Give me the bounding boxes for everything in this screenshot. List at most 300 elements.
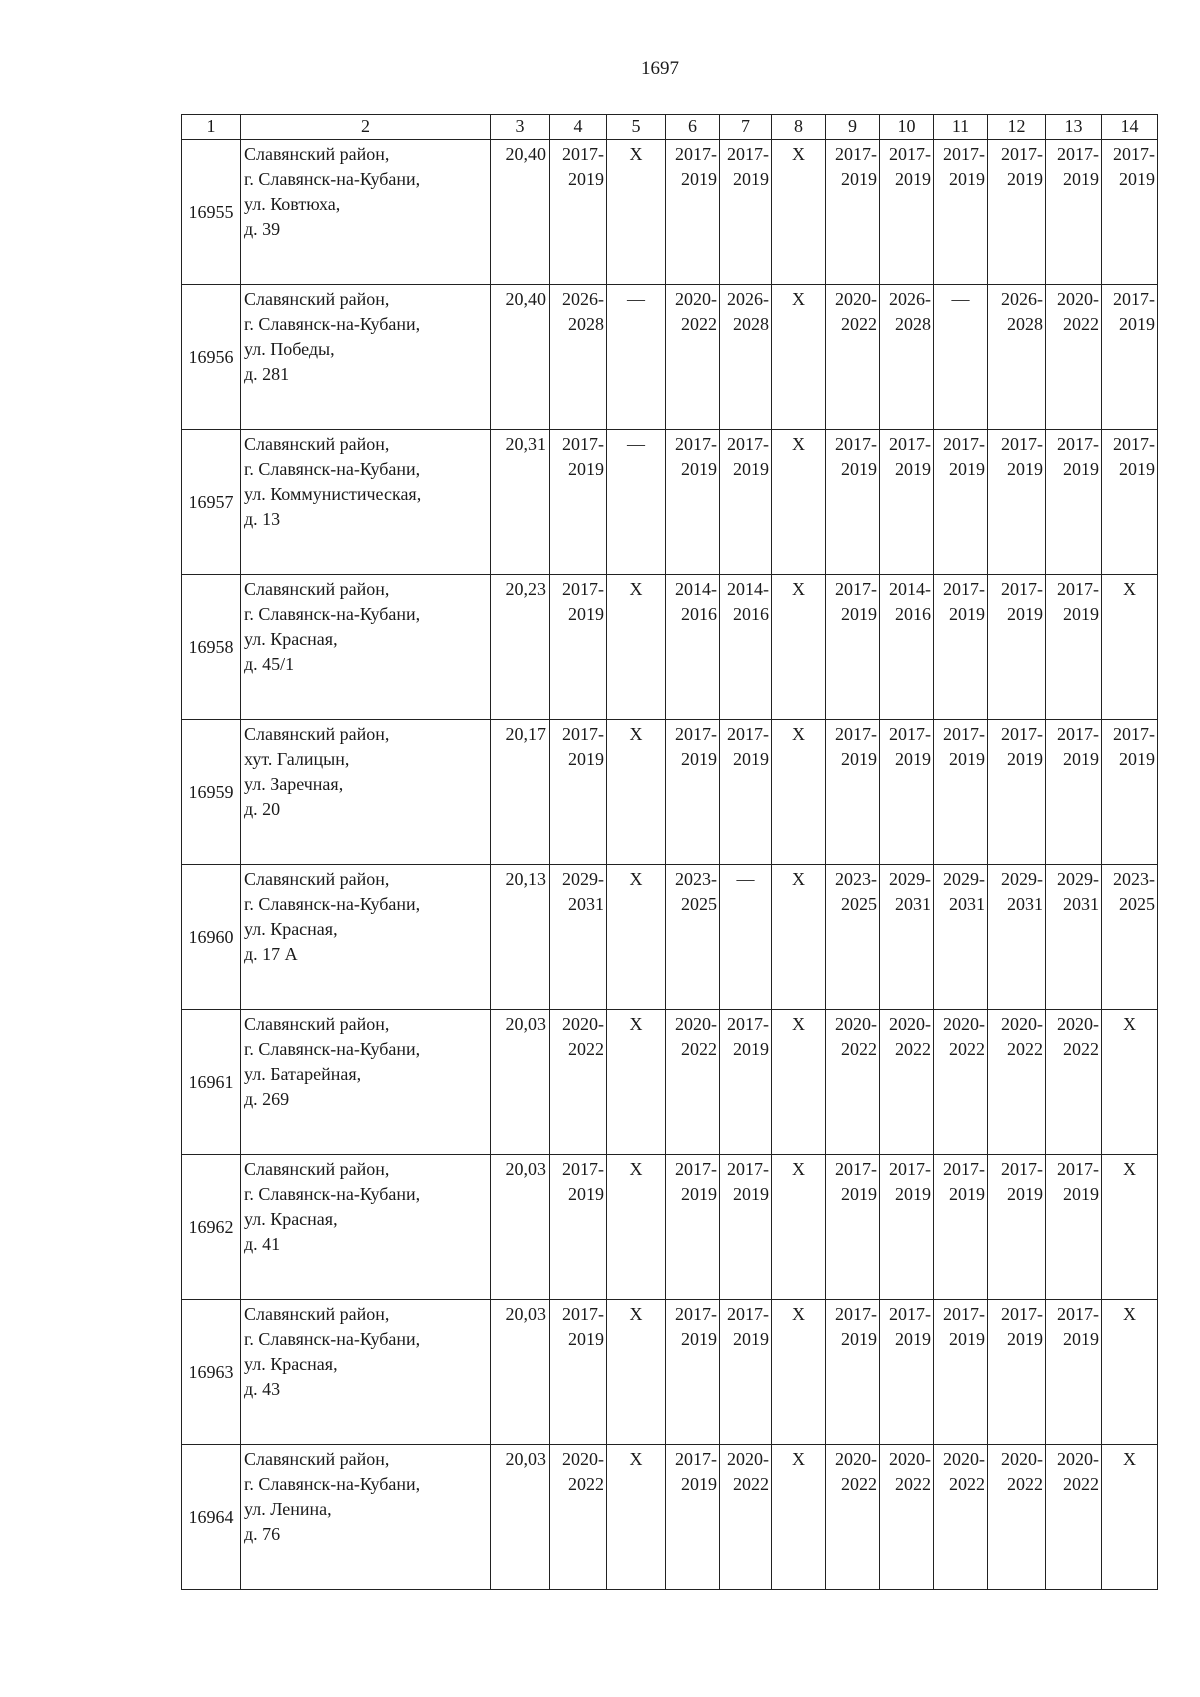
cell-value: X <box>792 434 805 454</box>
period-cell <box>934 1300 988 1445</box>
address-line: Славянский район, <box>244 289 390 309</box>
address-line: г. Славянск-на-Кубани, <box>244 604 421 624</box>
address-line: ул. Ленина, <box>244 1499 332 1519</box>
period-cell <box>880 1445 934 1590</box>
cell-value: 2017- 2019 <box>943 724 985 769</box>
cell-value: 2014- 2016 <box>889 579 931 624</box>
cell-value: 2017- 2019 <box>889 1159 931 1204</box>
period-cell <box>666 865 720 1010</box>
cell-value: 2020- 2022 <box>835 1014 877 1059</box>
cell-value: 2017- 2019 <box>1057 579 1099 624</box>
area-cell: 20,03 <box>491 1010 550 1155</box>
table-row <box>182 720 1158 865</box>
period-cell <box>1046 575 1102 720</box>
period-cell <box>826 285 880 430</box>
cell-value: 2017- 2019 <box>1001 434 1043 479</box>
header-row <box>182 115 1158 140</box>
mark-cell <box>1102 1155 1158 1300</box>
address-line: ул. Батарейная, <box>244 1064 362 1084</box>
area-cell: 20,03 <box>491 1300 550 1445</box>
cell-value: 2017- 2019 <box>1057 144 1099 189</box>
address-line: д. 39 <box>244 219 281 239</box>
row-number: 16958 <box>182 575 241 720</box>
period-cell <box>1102 865 1158 1010</box>
column-header: 1 <box>182 115 241 140</box>
period-cell <box>988 865 1046 1010</box>
cell-value: 2017- 2019 <box>727 1014 769 1059</box>
cell-value: 2020- 2022 <box>889 1449 931 1494</box>
period-cell <box>550 575 607 720</box>
cell-value: 2020- 2022 <box>943 1449 985 1494</box>
mark-cell <box>607 575 666 720</box>
mark-cell <box>607 1010 666 1155</box>
cell-value: 2017- 2019 <box>943 1159 985 1204</box>
period-cell <box>550 1445 607 1590</box>
cell-value: X <box>629 1449 643 1469</box>
cell-value: 2020- 2022 <box>943 1014 985 1059</box>
row-number: 16960 <box>182 865 241 1010</box>
cell-value: X <box>1123 579 1136 599</box>
period-cell <box>1102 140 1158 285</box>
address-line: г. Славянск-на-Кубани, <box>244 169 421 189</box>
address-line: Славянский район, <box>244 1014 390 1034</box>
period-cell <box>666 720 720 865</box>
address-line: д. 13 <box>244 509 281 529</box>
cell-value: 2020- 2022 <box>889 1014 931 1059</box>
period-cell <box>1102 430 1158 575</box>
period-cell <box>880 865 934 1010</box>
cell-value: 2017- 2019 <box>1001 1159 1043 1204</box>
period-cell <box>550 865 607 1010</box>
cell-value: 2020- 2022 <box>1057 1449 1099 1494</box>
cell-value: 2017- 2019 <box>835 579 877 624</box>
area-cell: 20,23 <box>491 575 550 720</box>
period-cell <box>880 720 934 865</box>
mark-cell <box>607 285 666 430</box>
cell-value: X <box>792 579 805 599</box>
cell-value: 2017- 2019 <box>943 434 985 479</box>
cell-value: 2020- 2022 <box>1001 1014 1043 1059</box>
period-cell <box>934 720 988 865</box>
cell-value: 2017- 2019 <box>675 434 717 479</box>
cell-value: 2017- 2019 <box>1057 724 1099 769</box>
period-cell <box>934 430 988 575</box>
address-line: Славянский район, <box>244 724 390 744</box>
area-cell: 20,03 <box>491 1445 550 1590</box>
area-cell: 20,03 <box>491 1155 550 1300</box>
period-cell <box>550 285 607 430</box>
row-number: 16961 <box>182 1010 241 1155</box>
period-cell <box>1046 140 1102 285</box>
cell-value: 2029- 2031 <box>1001 869 1043 914</box>
cell-value: 2029- 2031 <box>943 869 985 914</box>
cell-value: X <box>629 1159 643 1179</box>
cell-value: 2014- 2016 <box>675 579 717 624</box>
period-cell <box>720 1010 772 1155</box>
address-line: д. 76 <box>244 1524 281 1544</box>
mark-cell <box>607 1445 666 1590</box>
period-cell <box>880 1010 934 1155</box>
address-line: хут. Галицын, <box>244 749 350 769</box>
area-cell: 20,13 <box>491 865 550 1010</box>
period-cell <box>988 1300 1046 1445</box>
cell-value: X <box>792 289 805 309</box>
address-cell <box>241 285 491 430</box>
cell-value: 2017- 2019 <box>835 724 877 769</box>
period-cell <box>934 1445 988 1590</box>
page-number: 1697 <box>641 58 679 79</box>
period-cell <box>988 430 1046 575</box>
period-cell <box>880 575 934 720</box>
row-number: 16955 <box>182 140 241 285</box>
cell-value: 2017- 2019 <box>889 724 931 769</box>
cell-value: 2020- 2022 <box>562 1014 604 1059</box>
cell-value: 2017- 2019 <box>835 144 877 189</box>
cell-value: 2017- 2019 <box>1001 579 1043 624</box>
period-cell <box>934 575 988 720</box>
address-cell <box>241 1155 491 1300</box>
period-cell <box>666 575 720 720</box>
cell-value: 2017- 2019 <box>889 1304 931 1349</box>
table-row <box>182 140 1158 285</box>
mark-cell <box>772 865 826 1010</box>
period-cell <box>550 720 607 865</box>
mark-cell <box>772 1155 826 1300</box>
cell-value: 2017- 2019 <box>1057 1159 1099 1204</box>
address-line: ул. Красная, <box>244 919 338 939</box>
period-cell <box>988 285 1046 430</box>
mark-cell <box>772 1010 826 1155</box>
address-cell <box>241 720 491 865</box>
period-cell <box>880 430 934 575</box>
period-cell <box>720 1300 772 1445</box>
address-line: ул. Коммунистическая, <box>244 484 422 504</box>
period-cell <box>720 575 772 720</box>
cell-value: X <box>629 579 643 599</box>
cell-value: 2017- 2019 <box>1113 144 1155 189</box>
cell-value: 2017- 2019 <box>1001 144 1043 189</box>
row-number: 16962 <box>182 1155 241 1300</box>
cell-value: 2029- 2031 <box>1057 869 1099 914</box>
cell-value: 2017- 2019 <box>943 1304 985 1349</box>
cell-value: 2017- 2019 <box>562 1304 604 1349</box>
cell-value: 2014- 2016 <box>727 579 769 624</box>
cell-value: 2017- 2019 <box>889 144 931 189</box>
column-header: 12 <box>988 115 1046 140</box>
cell-value: 2020- 2022 <box>675 1014 717 1059</box>
address-line: д. 17 А <box>244 944 298 964</box>
mark-cell <box>934 285 988 430</box>
period-cell <box>666 430 720 575</box>
period-cell <box>988 140 1046 285</box>
cell-value: 2026- 2028 <box>562 289 604 334</box>
cell-value: 2020- 2022 <box>1001 1449 1043 1494</box>
cell-value: 2023- 2025 <box>675 869 717 914</box>
address-line: Славянский район, <box>244 1449 390 1469</box>
cell-value: 2017- 2019 <box>889 434 931 479</box>
cell-value: 2020- 2022 <box>727 1449 769 1494</box>
cell-value: 2023- 2025 <box>1113 869 1155 914</box>
cell-value: 2017- 2019 <box>1113 289 1155 334</box>
period-cell <box>720 285 772 430</box>
address-line: г. Славянск-на-Кубани, <box>244 314 421 334</box>
row-number: 16963 <box>182 1300 241 1445</box>
cell-value: 2020- 2022 <box>562 1449 604 1494</box>
area-cell: 20,40 <box>491 140 550 285</box>
mark-cell <box>607 1300 666 1445</box>
cell-value: X <box>792 1449 805 1469</box>
table-row <box>182 1155 1158 1300</box>
period-cell <box>1046 720 1102 865</box>
period-cell <box>934 865 988 1010</box>
cell-value: 2017- 2019 <box>835 1304 877 1349</box>
address-line: г. Славянск-на-Кубани, <box>244 1329 421 1349</box>
cell-value: 2020- 2022 <box>835 1449 877 1494</box>
address-line: ул. Заречная, <box>244 774 344 794</box>
cell-value: 2017- 2019 <box>675 1304 717 1349</box>
cell-value: 2017- 2019 <box>562 434 604 479</box>
column-header: 11 <box>934 115 988 140</box>
cell-value: 2017- 2019 <box>1001 1304 1043 1349</box>
period-cell <box>666 140 720 285</box>
cell-value: X <box>792 1014 805 1034</box>
address-line: Славянский район, <box>244 869 390 889</box>
cell-value: X <box>1123 1449 1136 1469</box>
column-header: 3 <box>491 115 550 140</box>
row-number: 16959 <box>182 720 241 865</box>
address-line: ул. Победы, <box>244 339 335 359</box>
period-cell <box>988 575 1046 720</box>
address-line: Славянский район, <box>244 144 390 164</box>
period-cell <box>1046 285 1102 430</box>
mark-cell <box>772 430 826 575</box>
table-row <box>182 1300 1158 1445</box>
address-line: д. 20 <box>244 799 281 819</box>
cell-value: 2029- 2031 <box>889 869 931 914</box>
cell-value: — <box>736 869 755 889</box>
period-cell <box>1046 430 1102 575</box>
address-line: ул. Красная, <box>244 1209 338 1229</box>
cell-value: 2017- 2019 <box>675 144 717 189</box>
period-cell <box>826 1445 880 1590</box>
address-cell <box>241 1300 491 1445</box>
column-header: 4 <box>550 115 607 140</box>
period-cell <box>1102 720 1158 865</box>
cell-value: 2020- 2022 <box>1057 289 1099 334</box>
period-cell <box>720 1445 772 1590</box>
cell-value: 2017- 2019 <box>1001 724 1043 769</box>
mark-cell <box>607 1155 666 1300</box>
cell-value: 2026- 2028 <box>889 289 931 334</box>
period-cell <box>934 1010 988 1155</box>
cell-value: X <box>1123 1159 1136 1179</box>
row-number: 16957 <box>182 430 241 575</box>
mark-cell <box>772 1300 826 1445</box>
cell-value: 2020- 2022 <box>1057 1014 1099 1059</box>
mark-cell <box>607 140 666 285</box>
period-cell <box>550 140 607 285</box>
address-cell <box>241 430 491 575</box>
table-row <box>182 430 1158 575</box>
column-header: 6 <box>666 115 720 140</box>
period-cell <box>988 720 1046 865</box>
period-cell <box>826 1300 880 1445</box>
cell-value: X <box>792 869 805 889</box>
period-cell <box>1102 285 1158 430</box>
mark-cell <box>772 1445 826 1590</box>
cell-value: 2017- 2019 <box>1113 434 1155 479</box>
area-cell: 20,17 <box>491 720 550 865</box>
period-cell <box>1046 1300 1102 1445</box>
cell-value: 2017- 2019 <box>562 144 604 189</box>
address-line: г. Славянск-на-Кубани, <box>244 459 421 479</box>
row-number: 16956 <box>182 285 241 430</box>
cell-value: 2017- 2019 <box>727 1304 769 1349</box>
cell-value: 2017- 2019 <box>727 434 769 479</box>
cell-value: — <box>627 289 645 309</box>
cell-value: 2020- 2022 <box>675 289 717 334</box>
mark-cell <box>772 285 826 430</box>
cell-value: 2017- 2019 <box>675 1449 717 1494</box>
cell-value: 2017- 2019 <box>835 1159 877 1204</box>
period-cell <box>988 1155 1046 1300</box>
period-cell <box>720 140 772 285</box>
cell-value: 2029- 2031 <box>562 869 604 914</box>
mark-cell <box>607 865 666 1010</box>
column-header: 2 <box>241 115 491 140</box>
cell-value: 2017- 2019 <box>562 1159 604 1204</box>
cell-value: X <box>629 1304 643 1324</box>
cell-value: 2023- 2025 <box>835 869 877 914</box>
table-row <box>182 285 1158 430</box>
cell-value: 2017- 2019 <box>562 579 604 624</box>
area-cell: 20,31 <box>491 430 550 575</box>
cell-value: 2017- 2019 <box>675 1159 717 1204</box>
mark-cell <box>772 140 826 285</box>
address-line: д. 41 <box>244 1234 281 1254</box>
cell-value: 2026- 2028 <box>1001 289 1043 334</box>
column-header: 13 <box>1046 115 1102 140</box>
cell-value: X <box>792 1159 805 1179</box>
cell-value: 2017- 2019 <box>943 579 985 624</box>
cell-value: 2026- 2028 <box>727 289 769 334</box>
period-cell <box>1046 1010 1102 1155</box>
row-number: 16964 <box>182 1445 241 1590</box>
table-header <box>182 115 1158 140</box>
table-row <box>182 575 1158 720</box>
cell-value: 2020- 2022 <box>835 289 877 334</box>
cell-value: X <box>629 724 643 744</box>
table-row <box>182 1010 1158 1155</box>
address-line: Славянский район, <box>244 434 390 454</box>
period-cell <box>720 1155 772 1300</box>
period-cell <box>880 140 934 285</box>
cell-value: 2017- 2019 <box>835 434 877 479</box>
period-cell <box>934 140 988 285</box>
period-cell <box>826 430 880 575</box>
cell-value: X <box>792 144 805 164</box>
cell-value: 2017- 2019 <box>727 724 769 769</box>
cell-value: 2017- 2019 <box>943 144 985 189</box>
period-cell <box>826 1010 880 1155</box>
period-cell <box>720 430 772 575</box>
column-header: 5 <box>607 115 666 140</box>
period-cell <box>988 1010 1046 1155</box>
cell-value: X <box>792 724 805 744</box>
cell-value: X <box>629 1014 643 1034</box>
address-line: д. 281 <box>244 364 290 384</box>
mark-cell <box>1102 1445 1158 1590</box>
period-cell <box>666 1300 720 1445</box>
address-line: Славянский район, <box>244 579 390 599</box>
address-cell <box>241 140 491 285</box>
mark-cell <box>1102 1300 1158 1445</box>
period-cell <box>826 575 880 720</box>
period-cell <box>550 1300 607 1445</box>
cell-value: X <box>1123 1304 1136 1324</box>
cell-value: 2017- 2019 <box>727 1159 769 1204</box>
period-cell <box>880 1155 934 1300</box>
address-line: ул. Ковтюха, <box>244 194 341 214</box>
period-cell <box>1046 865 1102 1010</box>
cell-value: 2017- 2019 <box>562 724 604 769</box>
address-cell <box>241 865 491 1010</box>
cell-value: 2017- 2019 <box>727 144 769 189</box>
column-header: 9 <box>826 115 880 140</box>
period-cell <box>666 1445 720 1590</box>
cell-value: X <box>1123 1014 1136 1034</box>
address-line: г. Славянск-на-Кубани, <box>244 1184 421 1204</box>
period-cell <box>1046 1155 1102 1300</box>
address-line: г. Славянск-на-Кубани, <box>244 894 421 914</box>
address-line: г. Славянск-на-Кубани, <box>244 1474 421 1494</box>
cell-value: X <box>629 144 643 164</box>
period-cell <box>1046 1445 1102 1590</box>
cell-value: — <box>627 434 645 454</box>
address-cell <box>241 1010 491 1155</box>
period-cell <box>988 1445 1046 1590</box>
mark-cell <box>1102 1010 1158 1155</box>
mark-cell <box>607 430 666 575</box>
period-cell <box>826 865 880 1010</box>
period-cell <box>720 720 772 865</box>
column-header: 10 <box>880 115 934 140</box>
address-line: д. 43 <box>244 1379 281 1399</box>
register-table <box>181 114 1158 1590</box>
address-line: д. 269 <box>244 1089 290 1109</box>
address-line: ул. Красная, <box>244 629 338 649</box>
cell-value: — <box>951 289 970 309</box>
address-line: Славянский район, <box>244 1159 390 1179</box>
area-cell: 20,40 <box>491 285 550 430</box>
address-line: Славянский район, <box>244 1304 390 1324</box>
period-cell <box>550 1155 607 1300</box>
cell-value: X <box>792 1304 805 1324</box>
mark-cell <box>1102 575 1158 720</box>
cell-value: 2017- 2019 <box>1057 1304 1099 1349</box>
table-row <box>182 1445 1158 1590</box>
period-cell <box>826 1155 880 1300</box>
table-body <box>182 140 1158 1590</box>
period-cell <box>550 430 607 575</box>
cell-value: 2017- 2019 <box>1113 724 1155 769</box>
column-header: 14 <box>1102 115 1158 140</box>
mark-cell <box>772 575 826 720</box>
address-cell <box>241 575 491 720</box>
period-cell <box>666 285 720 430</box>
mark-cell <box>607 720 666 865</box>
period-cell <box>880 1300 934 1445</box>
